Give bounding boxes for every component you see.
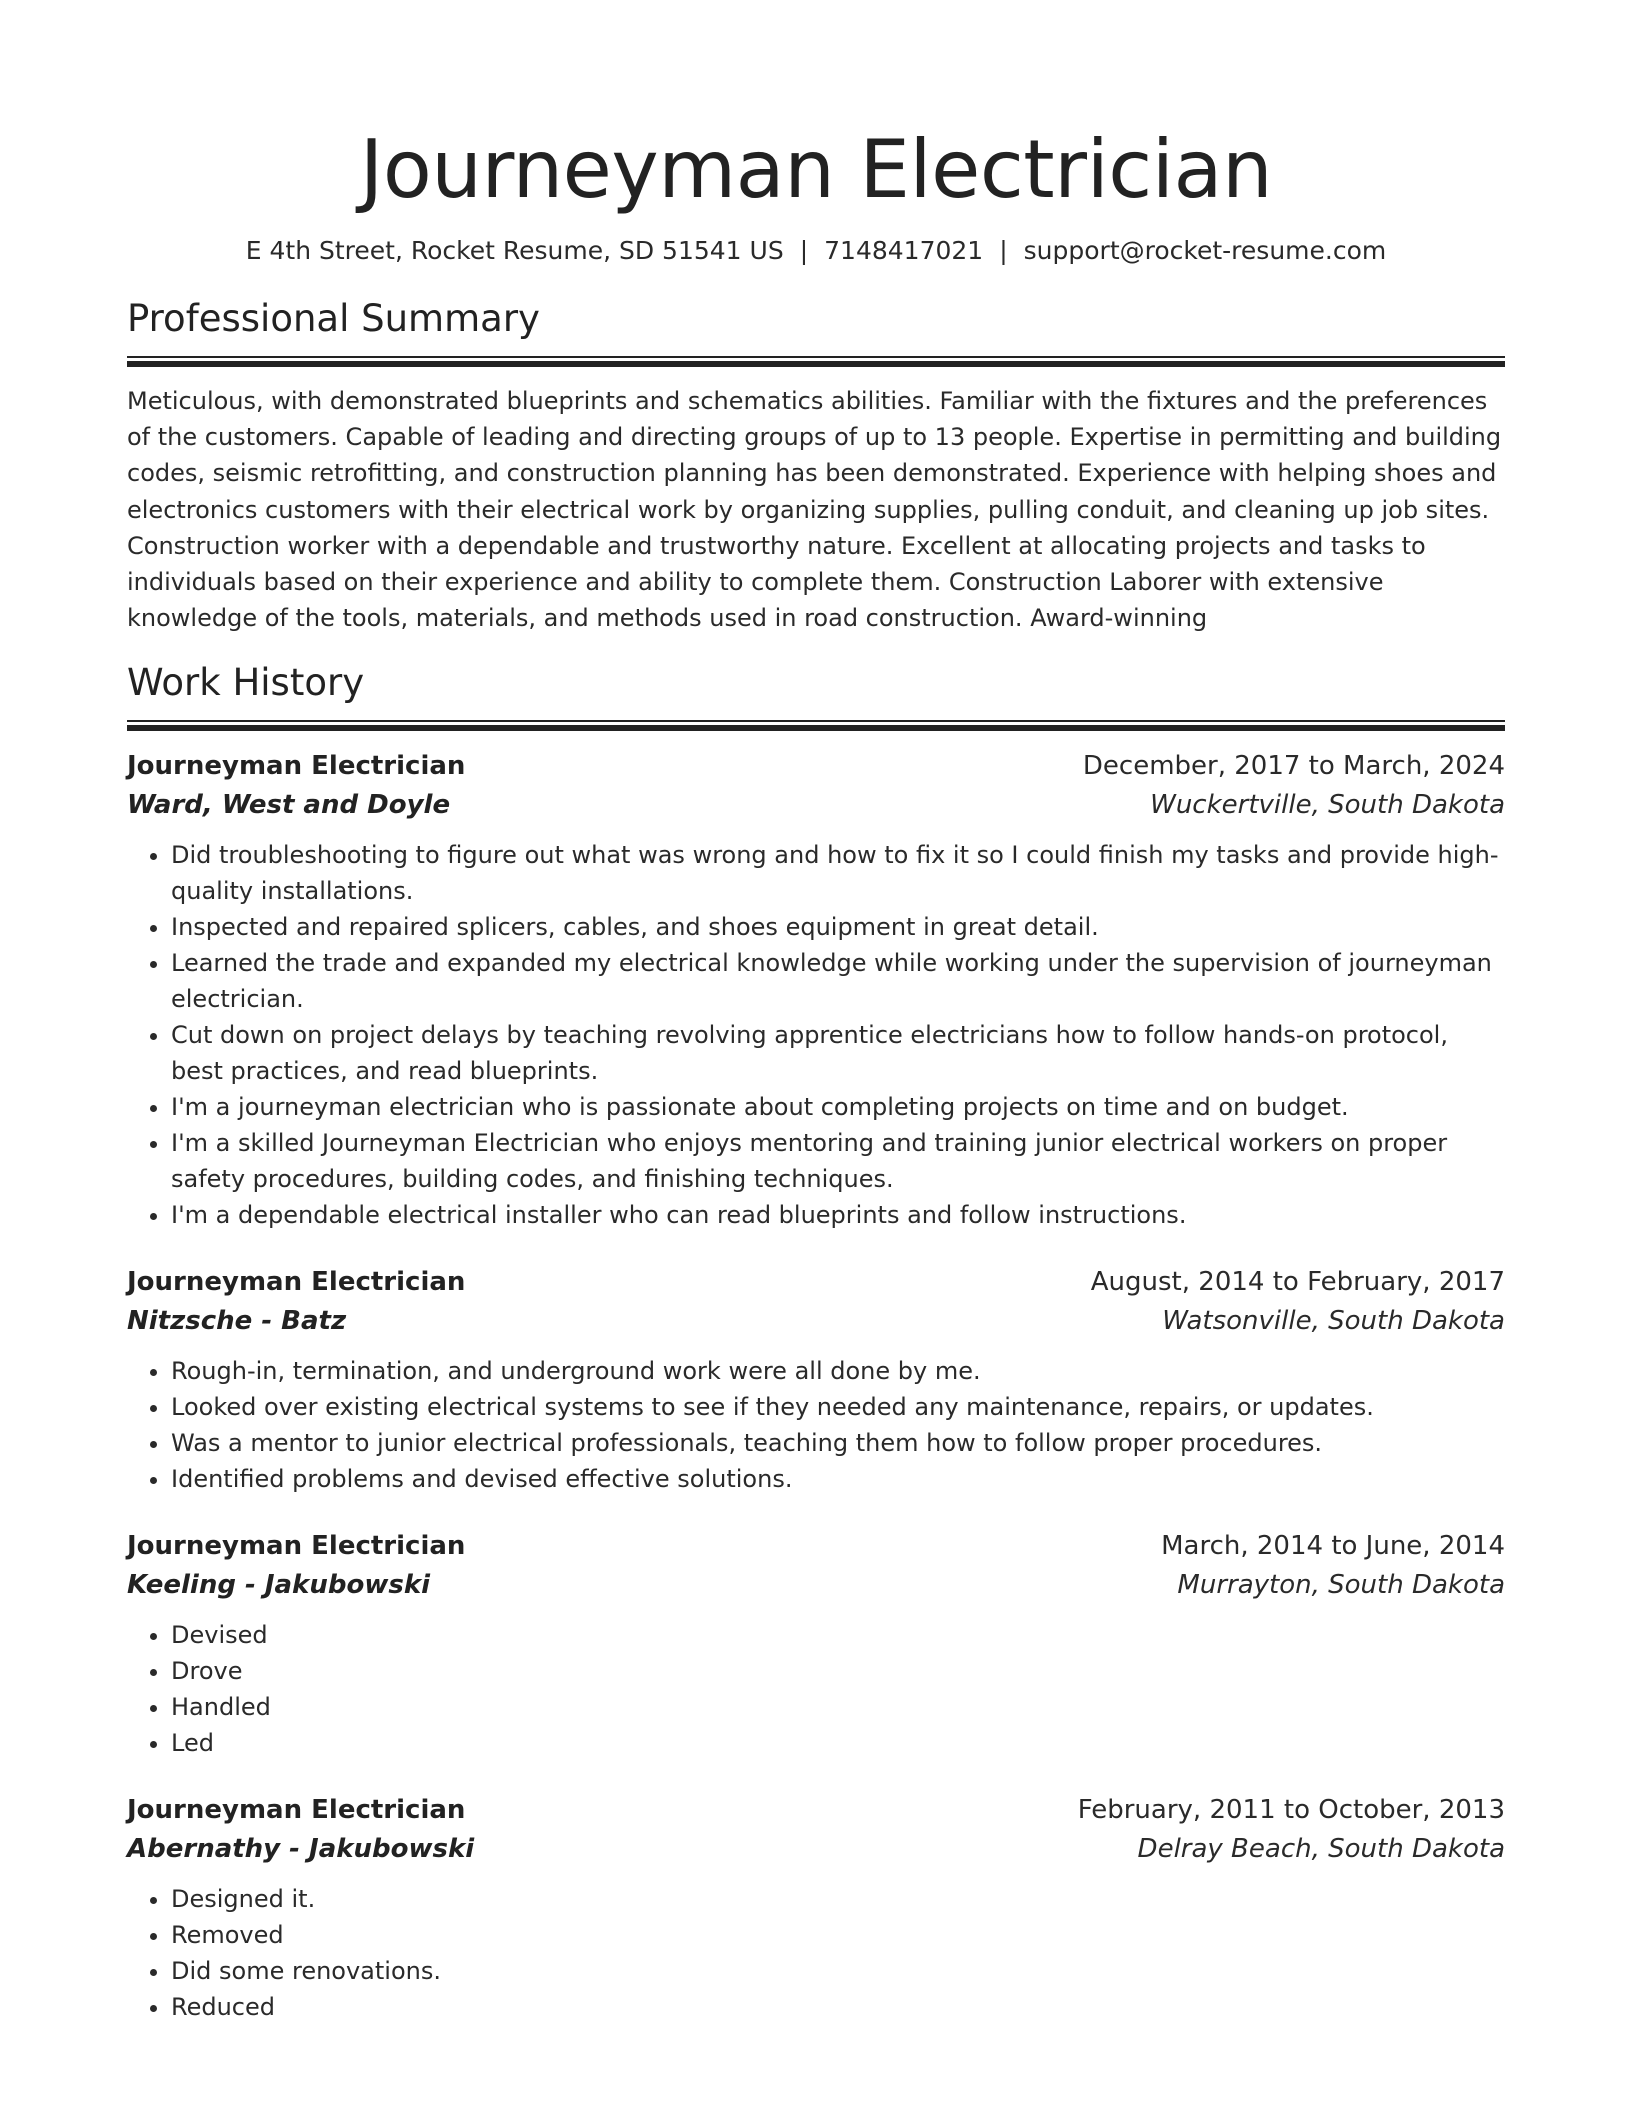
job-dates: December, 2017 to March, 2024 <box>1082 751 1505 782</box>
list-item: • Handled <box>171 1689 1505 1725</box>
list-item: • Did troubleshooting to figure out what was wrong and how to fix it so I could finish my tasks and provide high-quality installations. <box>171 837 1505 909</box>
job-subheader-row <box>127 1829 1505 1869</box>
job-bullet-list <box>127 837 1505 1233</box>
job-header-row <box>127 1527 1505 1565</box>
job-subheader-row <box>127 1301 1505 1341</box>
summary-text: Meticulous, with demonstrated blueprints and schematics abilities. Familiar with the fixtures and the preferences of the customers. Capable of leading and directing groups of up to 13 people. Expertise in permitting and building codes, seismic retrofitting, and construction planning has been demonstrated. Experience with helping shoes and electronics customers with their electrical work by organizing supplies, pulling conduit, and cleaning up job sites. Construction worker with a dependable and trustworthy nature. Excellent at allocating projects and tasks to individuals based on their experience and ability to complete them. Construction Laborer with extensive knowledge of the tools, materials, and methods used in road construction. Award-winning <box>127 387 1502 633</box>
section-divider <box>127 356 1505 367</box>
list-item: • Looked over existing electrical systems to see if they needed any maintenance, repairs, or updates. <box>171 1389 1505 1425</box>
job-dates: August, 2014 to February, 2017 <box>1090 1267 1505 1298</box>
work-history-section <box>127 660 1505 2025</box>
job-location: Wuckertville, South Dakota <box>1150 790 1505 821</box>
job-entry-2 <box>127 1263 1505 1497</box>
job-title: Journeyman Electrician <box>127 1795 466 1826</box>
job-company: Keeling - Jakubowski <box>127 1570 431 1601</box>
job-entry-1 <box>127 747 1505 1233</box>
job-title: Journeyman Electrician <box>127 1267 466 1298</box>
job-title: Journeyman Electrician <box>127 751 466 782</box>
resume-name: Journeyman Electrician <box>359 123 1273 216</box>
list-item: • Learned the trade and expanded my electrical knowledge while working under the supervision of journeyman electrician. <box>171 945 1505 1017</box>
job-title: Journeyman Electrician <box>127 1531 466 1562</box>
job-header-row <box>127 1263 1505 1301</box>
list-item: • Rough-in, termination, and underground work were all done by me. <box>171 1353 1505 1389</box>
contact-address: E 4th Street, Rocket Resume, SD 51541 US <box>245 236 784 265</box>
list-item: • Inspected and repaired splicers, cables, and shoes equipment in great detail. <box>171 909 1505 945</box>
list-item: • I'm a skilled Journeyman Electrician who enjoys mentoring and training junior electrical workers on proper safety procedures, building codes, and finishing techniques. <box>171 1125 1505 1197</box>
job-location: Murrayton, South Dakota <box>1177 1570 1505 1601</box>
list-item: • Was a mentor to junior electrical professionals, teaching them how to follow proper procedures. <box>171 1425 1505 1461</box>
job-bullet-list <box>127 1881 1505 2025</box>
list-item: • Led <box>171 1725 1505 1761</box>
section-title-work-history: Work History <box>127 661 365 705</box>
job-entry-4 <box>127 1791 1505 2025</box>
job-dates: February, 2011 to October, 2013 <box>1077 1795 1505 1826</box>
job-header-row <box>127 747 1505 785</box>
contact-separator: | <box>999 236 1008 265</box>
professional-summary-section <box>127 296 1505 636</box>
section-title-summary: Professional Summary <box>127 297 540 340</box>
contact-email: support@rocket-resume.com <box>1023 236 1387 265</box>
job-location: Watsonville, South Dakota <box>1162 1306 1505 1337</box>
job-entry-3 <box>127 1527 1505 1761</box>
list-item: • I'm a journeyman electrician who is passionate about completing projects on time and on budget. <box>171 1089 1505 1125</box>
job-location: Delray Beach, South Dakota <box>1137 1834 1505 1865</box>
job-company: Nitzsche - Batz <box>127 1306 347 1337</box>
job-company: Ward, West and Doyle <box>127 790 451 821</box>
job-company: Abernathy - Jakubowski <box>127 1834 475 1865</box>
job-header-row <box>127 1791 1505 1829</box>
job-subheader-row <box>127 1565 1505 1605</box>
job-subheader-row <box>127 785 1505 825</box>
contact-separator: | <box>799 236 809 265</box>
contact-line <box>127 234 1505 268</box>
job-bullet-list <box>127 1353 1505 1497</box>
list-item: • Removed <box>171 1917 1505 1953</box>
job-bullet-list <box>127 1617 1505 1761</box>
section-divider <box>127 720 1505 731</box>
list-item: • Cut down on project delays by teaching revolving apprentice electricians how to follow hands-on protocol, best practices, and read blueprints. <box>171 1017 1505 1089</box>
list-item: • Drove <box>171 1653 1505 1689</box>
list-item: • Did some renovations. <box>171 1953 1505 1989</box>
contact-phone: 7148417021 <box>824 236 984 265</box>
list-item: • Identified problems and devised effective solutions. <box>171 1461 1505 1497</box>
list-item: • Devised <box>171 1617 1505 1653</box>
list-item: • I'm a dependable electrical installer who can read blueprints and follow instructions. <box>171 1197 1505 1233</box>
job-dates: March, 2014 to June, 2014 <box>1161 1531 1505 1562</box>
list-item: • Designed it. <box>171 1881 1505 1917</box>
list-item: • Reduced <box>171 1989 1505 2025</box>
